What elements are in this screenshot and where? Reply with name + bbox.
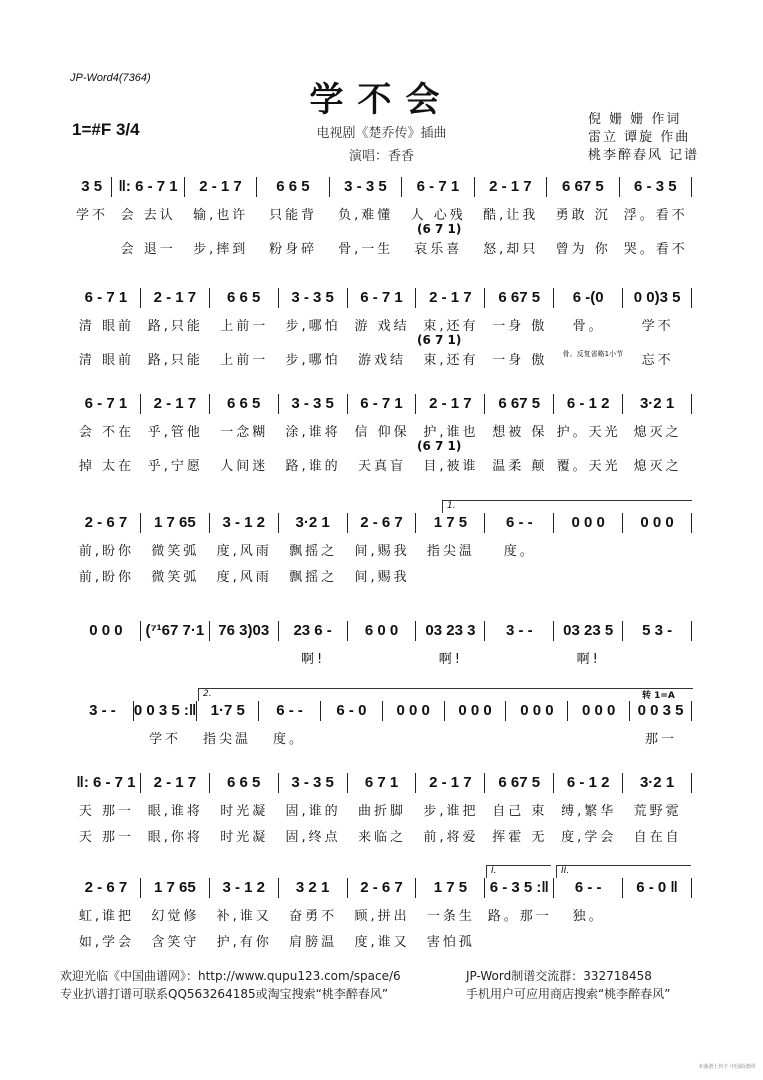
- lyric-syllables: 肩膀温: [289, 935, 338, 950]
- measure: 0 0 0: [568, 701, 630, 721]
- notation-row: [72, 287, 692, 309]
- lyric-syllables: 度,风雨: [216, 570, 272, 585]
- music-system: [72, 689, 692, 748]
- lyric-syllables: 天 那一: [78, 830, 135, 845]
- alternate-notes: (6 7 1): [417, 333, 462, 347]
- lyric-syllables: 熄灭之: [633, 425, 682, 440]
- measure: ‖: 6 - 7 1: [112, 177, 184, 197]
- lyric-syllables: 浮。看不: [623, 208, 688, 223]
- lyric-syllables: [141, 648, 210, 668]
- lyric-syllables: 前,盼你: [78, 570, 135, 585]
- measure: 6 -(0: [554, 288, 623, 308]
- lyric-syllables: 哭。看不: [623, 242, 688, 257]
- lyric-syllables: 指尖温: [426, 544, 475, 559]
- singer: 演唱：香香: [348, 149, 414, 164]
- music-system: [72, 772, 692, 846]
- measure: 3·2 1: [279, 513, 348, 533]
- lyric-syllables: 度。: [272, 732, 305, 747]
- lyric-syllables: [444, 728, 506, 748]
- lyric-syllables: 路,谁的: [285, 459, 341, 474]
- lyric-syllables: [72, 648, 141, 668]
- lyrics-line: [72, 648, 692, 668]
- measure: 2 - 1 7: [141, 394, 210, 414]
- lyric-syllables: 熄灭之: [633, 459, 682, 474]
- lyrics-line: [72, 905, 692, 925]
- measure: 6 6 5: [257, 177, 329, 197]
- lyric-syllables: [506, 728, 568, 748]
- measure: ‖: 6 - 7 1: [72, 773, 141, 793]
- lyric-syllables: 啊!: [576, 652, 601, 667]
- lyric-syllables: 护,谁也: [423, 425, 479, 440]
- lyric-syllables: [416, 566, 485, 586]
- lyric-syllables: 度。: [503, 544, 536, 559]
- lyric-syllables: 只能背: [269, 208, 318, 223]
- lyric-syllables: 温柔 颠: [492, 459, 548, 474]
- key: 1=#F: [72, 120, 112, 139]
- measure: 2 - 1 7: [141, 288, 210, 308]
- measure: 6 6 5: [210, 288, 279, 308]
- measure: 0 0 0: [445, 701, 507, 721]
- lyric-syllables: [623, 566, 692, 586]
- measure: 6 - 1 2: [554, 394, 623, 414]
- lyric-syllables: 上前一: [220, 319, 269, 334]
- lyric-syllables: [485, 931, 554, 951]
- lyric-syllables: [485, 648, 554, 668]
- lyric-syllables: 掉 太在: [78, 459, 135, 474]
- lyric-syllables: 度,谁又: [354, 935, 410, 950]
- measure: 6 - 3 5 :‖: [485, 878, 554, 898]
- measure: 2 - 6 7: [348, 513, 417, 533]
- lyric-syllables: 忘不: [641, 353, 674, 368]
- measure: 6 - 7 1: [72, 288, 141, 308]
- lyric-syllables: 步,哪怕: [285, 353, 341, 368]
- music-system: [72, 176, 692, 258]
- lyric-syllables: 路,只能: [147, 319, 203, 334]
- music-system: [72, 620, 692, 668]
- measure: 6 - 7 1: [72, 394, 141, 414]
- measure: 6 - 7 1: [402, 177, 474, 197]
- song-title: 学不会: [309, 80, 454, 120]
- measure: 3 - 3 5: [279, 394, 348, 414]
- lyrics-line: [72, 349, 692, 369]
- lyric-syllables: 护。天光: [556, 425, 621, 440]
- lyric-syllables: 路,只能: [147, 353, 203, 368]
- lyric-syllables: [210, 648, 279, 668]
- composer: 雷立 谭旋 作曲: [588, 130, 691, 145]
- measure: 1·7 5: [197, 701, 259, 721]
- lyric-syllables: 幻觉修: [151, 909, 200, 924]
- measure: 6 - 1 2: [554, 773, 623, 793]
- footer-contact: 专业扒谱打谱可联系QQ563264185或淘宝搜索“桃李醉春风”: [60, 987, 389, 1001]
- alternate-notes: (6 7 1): [417, 439, 462, 453]
- lyric-syllables: [568, 728, 630, 748]
- lyrics-line: [72, 728, 692, 748]
- lyrics-line: [72, 238, 692, 258]
- software-label: JP-Word4(7364): [70, 72, 151, 84]
- measure: 2 - 6 7: [348, 878, 417, 898]
- lyric-syllables: [485, 566, 554, 586]
- lyric-syllables: [72, 728, 134, 748]
- lyric-syllables: 哀乐喜: [414, 242, 463, 257]
- lyric-syllables: 荒野霓: [633, 804, 682, 819]
- measure: 2 - 1 7: [185, 177, 257, 197]
- lyric-syllables: 输,也许: [193, 208, 249, 223]
- measure: 1 7 65: [141, 513, 210, 533]
- lyric-syllables: 前,盼你: [78, 544, 135, 559]
- measure: 03 23 5: [554, 621, 623, 641]
- notation-row: [72, 393, 692, 415]
- measure: 6 6 5: [210, 394, 279, 414]
- measure: 3·2 1: [623, 394, 692, 414]
- lyric-syllables: 来临之: [358, 830, 407, 845]
- measure: 6 - 0 ‖: [623, 878, 692, 898]
- footer-group: JP-Word制谱交流群：332718458: [466, 969, 652, 983]
- lyric-syllables: 护,有你: [216, 935, 272, 950]
- credits: [588, 111, 699, 165]
- lyric-syllables: 路。那一: [487, 909, 552, 924]
- lyric-syllables: 信 仰保: [354, 425, 410, 440]
- lyricist: 倪 姗 姗 作词: [588, 112, 682, 127]
- measure: 6 0 0: [348, 621, 417, 641]
- lyric-syllables: 害怕孤: [426, 935, 475, 950]
- lyric-syllables: [623, 648, 692, 668]
- lyrics-line: [72, 566, 692, 586]
- lyric-syllables: 学不: [148, 732, 181, 747]
- lyric-syllables: 游 戏结: [354, 319, 410, 334]
- lyrics-line: [72, 455, 692, 475]
- lyric-syllables: 会 去认: [120, 208, 176, 223]
- measure: 0 0 0: [506, 701, 568, 721]
- lyrics-line: [72, 540, 692, 560]
- measure: 6 67 5: [485, 288, 554, 308]
- measure: 2 - 6 7: [72, 513, 141, 533]
- lyric-syllables: [623, 540, 692, 560]
- lyric-syllables: 曲折脚: [358, 804, 407, 819]
- lyric-syllables: [382, 728, 444, 748]
- lyric-syllables: 想被 保: [492, 425, 548, 440]
- measure: (⁷¹67 7·1: [141, 621, 210, 641]
- lyric-syllables: 曾为 你: [555, 242, 611, 257]
- music-system: [72, 393, 692, 475]
- lyric-syllables: 时光凝: [220, 804, 269, 819]
- notation-row: [72, 620, 692, 642]
- measure: 1 7 5: [416, 878, 485, 898]
- lyric-syllables: 缚,繁华: [561, 804, 617, 819]
- lyric-syllables: 一条生: [426, 909, 475, 924]
- lyric-syllables: 乎,管他: [147, 425, 203, 440]
- measure: 3 - 3 5: [330, 177, 402, 197]
- measure: 76 3)03: [210, 621, 279, 641]
- lyric-syllables: [623, 931, 692, 951]
- lyric-syllables: 含笑守: [151, 935, 200, 950]
- measure: 0 0 0: [623, 513, 692, 533]
- music-system: [72, 287, 692, 369]
- lyrics-line: [72, 421, 692, 441]
- time-signature: 3/4: [115, 120, 140, 139]
- lyric-syllables: 人 心残: [410, 208, 466, 223]
- lyric-syllables: 束,还有: [423, 353, 479, 368]
- lyric-syllables: 补,谁又: [216, 909, 272, 924]
- lyric-syllables: 束,还有: [423, 319, 479, 334]
- lyric-syllables: 学不: [641, 319, 674, 334]
- measure: 1 7 65: [141, 878, 210, 898]
- lyric-syllables: 眼,你将: [147, 830, 203, 845]
- notation-row: [72, 512, 692, 534]
- lyric-syllables: 覆。天光: [556, 459, 621, 474]
- measure: 23 6 -: [279, 621, 348, 641]
- lyric-syllables: 自在自: [633, 830, 682, 845]
- lyric-syllables: 步,谁把: [423, 804, 479, 819]
- measure: 3 - -: [72, 701, 134, 721]
- lyric-syllables: 人间迷: [220, 459, 269, 474]
- lyric-syllables: 前,将爱: [423, 830, 479, 845]
- measure: 2 - 1 7: [416, 773, 485, 793]
- measure: 6 - 3 5: [620, 177, 692, 197]
- lyric-syllables: 会 退一: [120, 242, 176, 257]
- lyric-syllables: 挥霍 无: [492, 830, 548, 845]
- measure: 2 - 1 7: [141, 773, 210, 793]
- lyric-syllables: 清 眼前: [78, 353, 135, 368]
- music-system: [72, 866, 692, 951]
- volta-bracket: 2.: [198, 688, 693, 701]
- lyric-syllables: 步,哪怕: [285, 319, 341, 334]
- lyric-syllables: 天真盲: [358, 459, 407, 474]
- lyric-syllables: 涂,谁将: [285, 425, 341, 440]
- measure: 1 7 5: [416, 513, 485, 533]
- volta-bracket: 1.: [442, 500, 692, 513]
- lyric-syllables: 那一: [644, 732, 677, 747]
- lyric-syllables: [554, 931, 623, 951]
- lyric-syllables: 一身 傲: [492, 319, 548, 334]
- volta-bracket-2: II.: [556, 865, 691, 878]
- lyric-syllables: 度,风雨: [216, 544, 272, 559]
- measure: 6 - -: [259, 701, 321, 721]
- measure: 0 0)3 5: [623, 288, 692, 308]
- measure: 6 - 0: [321, 701, 383, 721]
- measure: 3 - 3 5: [279, 288, 348, 308]
- lyric-syllables: 天 那一: [78, 804, 135, 819]
- notation-row: [72, 772, 692, 794]
- lyric-syllables: 啊!: [438, 652, 463, 667]
- lyric-syllables: 奋勇不: [289, 909, 338, 924]
- volta-bracket: I.: [486, 865, 551, 878]
- measure: 3·2 1: [623, 773, 692, 793]
- lyric-syllables: 固,谁的: [285, 804, 341, 819]
- lyric-syllables: 乎,宁愿: [147, 459, 203, 474]
- lyrics-line: [72, 204, 692, 224]
- measure: 2 - 1 7: [416, 394, 485, 414]
- notation-row: [72, 176, 692, 198]
- lyric-syllables: 眼,谁将: [147, 804, 203, 819]
- lyric-syllables: 指尖温: [202, 732, 251, 747]
- lyric-syllables: 间,赐我: [354, 544, 410, 559]
- lyric-syllables: 微笑弧: [151, 544, 200, 559]
- measure: 2 - 1 7: [416, 288, 485, 308]
- lyric-syllables: 粉身碎: [269, 242, 318, 257]
- lyric-syllables: 学不: [75, 208, 108, 223]
- lyric-syllables: 一身 傲: [492, 353, 548, 368]
- lyric-syllables: 飘摇之: [289, 544, 338, 559]
- lyric-syllables: 目,被谁: [423, 459, 479, 474]
- measure: 3 - 1 2: [210, 878, 279, 898]
- alternate-notes: (6 7 1): [417, 222, 462, 236]
- lyric-syllables: 飘摇之: [289, 570, 338, 585]
- lyric-syllables: 游戏结: [358, 353, 407, 368]
- measure: 3 2 1: [279, 878, 348, 898]
- lyric-syllables: 怒,却只: [483, 242, 539, 257]
- measure: 2 - 6 7: [72, 878, 141, 898]
- lyric-syllables: 步,摔到: [193, 242, 249, 257]
- measure: 5 3 -: [623, 621, 692, 641]
- lyric-syllables: 啊!: [301, 652, 326, 667]
- measure: 6 7 1: [348, 773, 417, 793]
- measure: 2 - 1 7: [475, 177, 547, 197]
- lyric-syllables: 会 不在: [78, 425, 135, 440]
- lyric-syllables: [348, 648, 417, 668]
- lyric-syllables: 虹,谁把: [78, 909, 135, 924]
- lyric-syllables: 微笑弧: [151, 570, 200, 585]
- lyric-syllables: 间,赐我: [354, 570, 410, 585]
- lyric-syllables: [554, 566, 623, 586]
- lyric-syllables: 清 眼前: [78, 319, 135, 334]
- lyric-syllables: 骨。反复省略1小节: [562, 350, 624, 358]
- watermark: 本曲谱上传于 中国曲谱网: [698, 1064, 755, 1070]
- measure: 0 0 0: [72, 621, 141, 641]
- measure: 6 - -: [485, 513, 554, 533]
- lyrics-line: [72, 826, 692, 846]
- lyric-syllables: [320, 728, 382, 748]
- lyric-syllables: 度,学会: [561, 830, 617, 845]
- measure: 3 - 3 5: [279, 773, 348, 793]
- lyric-syllables: 骨,一生: [338, 242, 394, 257]
- notation-row: [72, 700, 692, 722]
- lyric-syllables: 负,难懂: [338, 208, 394, 223]
- modulation-mark: 转 1=A: [642, 691, 675, 701]
- lyric-syllables: 自己 束: [492, 804, 548, 819]
- measure: 0 0 3 5: [630, 701, 692, 721]
- lyrics-line: [72, 931, 692, 951]
- lyric-syllables: [72, 238, 112, 258]
- measure: 6 - 7 1: [348, 394, 417, 414]
- measure: 3 5: [72, 177, 112, 197]
- lyric-syllables: 独。: [572, 909, 605, 924]
- measure: 6 67 5: [485, 394, 554, 414]
- notation-row: [72, 877, 692, 899]
- measure: 0 0 0: [554, 513, 623, 533]
- subtitle: 电视剧《楚乔传》插曲: [316, 126, 447, 141]
- measure: 0 0 0: [383, 701, 445, 721]
- lyric-syllables: [554, 540, 623, 560]
- measure: 6 - -: [554, 878, 623, 898]
- footer-website: 欢迎光临《中国曲谱网》：http://www.qupu123.com/space/6: [60, 969, 401, 983]
- measure: 6 67 5: [547, 177, 619, 197]
- measure: 03 23 3: [416, 621, 485, 641]
- lyric-syllables: 酷,让我: [483, 208, 539, 223]
- lyric-syllables: 上前一: [220, 353, 269, 368]
- measure: 6 67 5: [485, 773, 554, 793]
- lyric-syllables: 时光凝: [220, 830, 269, 845]
- footer-app: 手机用户可应用商店搜索“桃李醉春风”: [466, 987, 671, 1001]
- lyric-syllables: 骨。: [572, 319, 605, 334]
- music-system: [72, 501, 692, 586]
- measure: 3 - -: [485, 621, 554, 641]
- lyric-syllables: 勇敢 沉: [555, 208, 611, 223]
- measure: 3 - 1 2: [210, 513, 279, 533]
- transcriber: 桃李醉春风 记谱: [588, 148, 700, 163]
- lyric-syllables: 固,终点: [285, 830, 341, 845]
- measure: 6 - 7 1: [348, 288, 417, 308]
- measure: 0 0 3 5 :‖: [133, 702, 197, 719]
- lyric-syllables: 一念糊: [220, 425, 269, 440]
- lyrics-line: [72, 315, 692, 335]
- lyric-syllables: 顾,拼出: [354, 909, 410, 924]
- lyric-syllables: [623, 905, 692, 925]
- lyric-syllables: 如,学会: [78, 935, 135, 950]
- measure: 6 6 5: [210, 773, 279, 793]
- lyrics-line: [72, 800, 692, 820]
